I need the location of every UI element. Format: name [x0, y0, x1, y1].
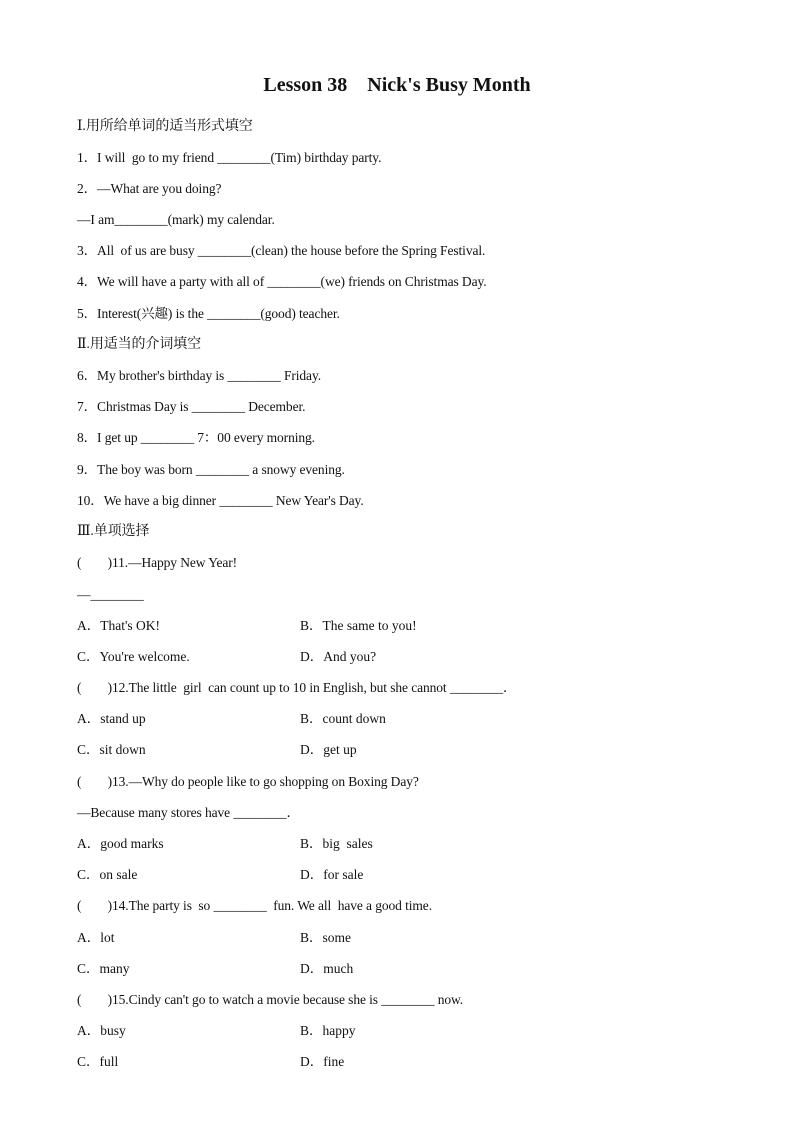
question-15: ( )15.Cindy can't go to watch a movie because she is ________ now.	[77, 992, 464, 1007]
question-3: 3．All of us are busy ________(clean) the house before the Spring Festival.	[77, 243, 486, 258]
q14-option-b: B．some	[300, 930, 352, 945]
q13-option-c: C．on sale	[77, 867, 138, 882]
q13-option-d: D．for sale	[300, 867, 364, 882]
q12-option-d: D．get up	[300, 742, 357, 757]
question-10: 10．We have a big dinner ________ New Year's Day.	[77, 493, 364, 508]
section-2-heading: Ⅱ.用适当的介词填空	[77, 337, 202, 352]
question-1: 1．I will go to my friend ________(Tim) birthday party.	[77, 150, 382, 165]
q13-option-b: B．big sales	[300, 836, 373, 851]
question-11: ( )11.—Happy New Year!	[77, 555, 238, 570]
q14-option-a: A．lot	[77, 930, 115, 945]
q15-option-a: A．busy	[77, 1023, 126, 1038]
question-6: 6．My brother's birthday is ________ Friday.	[77, 368, 321, 383]
page-title: Lesson 38 Nick's Busy Month	[263, 74, 531, 96]
q12-option-a: A．stand up	[77, 711, 146, 726]
q12-option-c: C．sit down	[77, 742, 146, 757]
question-7: 7．Christmas Day is ________ December.	[77, 399, 306, 414]
question-5: 5．Interest(兴趣) is the ________(good) teacher.	[77, 306, 340, 321]
question-2: 2．—What are you doing?	[77, 181, 222, 196]
q13-option-a: A．good marks	[77, 836, 164, 851]
section-1-heading: Ⅰ.用所给单词的适当形式填空	[77, 119, 253, 134]
q11-option-b: B．The same to you!	[300, 618, 417, 633]
q11-option-c: C．You're welcome.	[77, 649, 190, 664]
q11-option-d: D．And you?	[300, 649, 377, 664]
question-12: ( )12.The little girl can count up to 10 in English, but she cannot ________．	[77, 680, 517, 695]
q12-option-b: B．count down	[300, 711, 386, 726]
q15-option-b: B．happy	[300, 1023, 356, 1038]
question-9: 9．The boy was born ________ a snowy evening.	[77, 462, 345, 477]
question-8: 8．I get up ________ 7：00 every morning.	[77, 430, 315, 445]
q15-option-c: C．full	[77, 1054, 119, 1069]
q14-option-c: C．many	[77, 961, 130, 976]
q15-option-d: D．fine	[300, 1054, 345, 1069]
question-13-reply: —Because many stores have ________．	[77, 805, 300, 820]
q11-option-a: A．That's OK!	[77, 618, 161, 633]
question-4: 4．We will have a party with all of ________(we) friends on Christmas Day.	[77, 274, 487, 289]
question-14: ( )14.The party is so ________ fun. We all have a good time.	[77, 898, 432, 913]
question-2-answer-line: —I am________(mark) my calendar.	[77, 212, 275, 227]
q14-option-d: D．much	[300, 961, 354, 976]
question-11-reply: —________	[77, 587, 144, 602]
section-3-heading: Ⅲ.单项选择	[77, 524, 150, 539]
question-13: ( )13.—Why do people like to go shopping on Boxing Day?	[77, 774, 419, 789]
